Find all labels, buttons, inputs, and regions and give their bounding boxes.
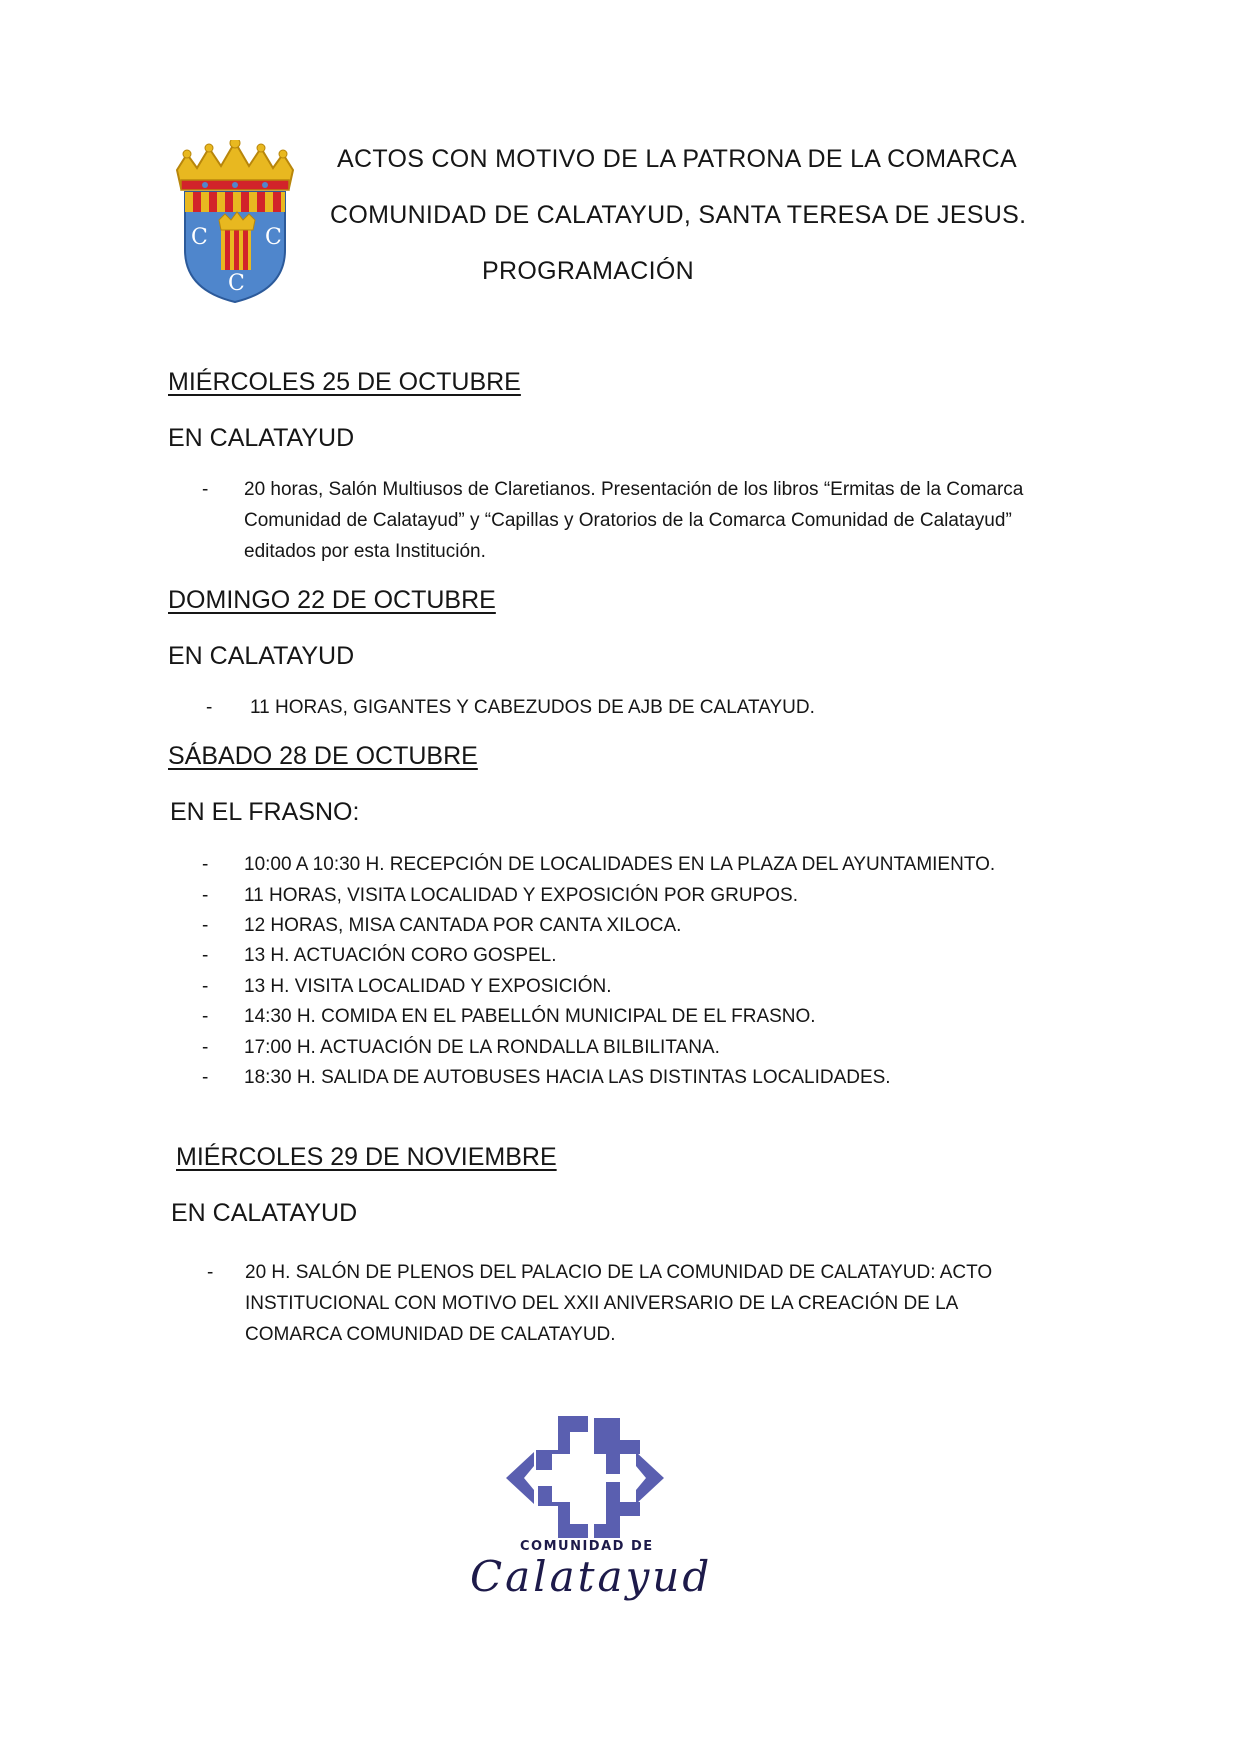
crest-letter-bottom: C [228,271,245,296]
crest-letter-right: C [265,225,282,250]
item-text: 11 HORAS, GIGANTES Y CABEZUDOS DE AJB DE CALATAYUD. [250,697,815,718]
title-line-2: COMUNIDAD DE CALATAYUD, SANTA TERESA DE JESUS. [330,201,1027,229]
section-place-3: EN EL FRASNO: [170,798,360,826]
section-place-1: EN CALATAYUD [168,424,355,452]
list-item [202,849,1104,880]
section-day-1: MIÉRCOLES 25 DE OCTUBRE [168,368,521,396]
list-item [202,880,1104,911]
item-text: 12 HORAS, MISA CANTADA POR CANTA XILOCA. [244,915,682,936]
dash-bullet: - [202,1037,209,1058]
list-item [202,910,1104,941]
dash-bullet: - [206,697,213,718]
dash-bullet: - [202,854,209,875]
dash-bullet: - [202,885,209,906]
list-item [202,474,1054,567]
crest-letter-left: C [191,225,208,250]
logo-small-text: COMUNIDAD DE [520,1539,654,1554]
section-place-2: EN CALATAYUD [168,642,355,670]
list-item [202,1032,1104,1063]
item-text: 14:30 H. COMIDA EN EL PABELLÓN MUNICIPAL DE EL FRASNO. [244,1006,816,1027]
section-place-4: EN CALATAYUD [171,1199,358,1227]
list-item [202,971,1104,1002]
item-text: 11 HORAS, VISITA LOCALIDAD Y EXPOSICIÓN POR GRUPOS. [244,885,798,906]
item-text: 13 H. ACTUACIÓN CORO GOSPEL. [244,945,557,966]
title-line-3: PROGRAMACIÓN [482,257,694,285]
logo-script-text: Calatayud [470,1552,713,1601]
section-day-4: MIÉRCOLES 29 DE NOVIEMBRE [176,1143,557,1171]
dash-bullet: - [207,1262,214,1283]
list-item [202,1062,1104,1093]
section-day-2: DOMINGO 22 DE OCTUBRE [168,586,496,614]
dash-bullet: - [202,915,209,936]
section-day-3: SÁBADO 28 DE OCTUBRE [168,742,478,770]
title-line-1: ACTOS CON MOTIVO DE LA PATRONA DE LA COMARCA [337,145,1017,173]
dash-bullet: - [202,1067,209,1088]
item-text: 17:00 H. ACTUACIÓN DE LA RONDALLA BILBILITANA. [244,1037,720,1058]
dash-bullet: - [202,479,209,500]
list-item [207,1257,1035,1350]
list-item [202,940,1104,971]
star-logo-icon [470,1410,700,1540]
crown-icon [177,140,293,190]
coat-of-arms [165,140,305,305]
list-item [202,1001,1104,1032]
item-text: 10:00 A 10:30 H. RECEPCIÓN DE LOCALIDADES EN LA PLAZA DEL AYUNTAMIENTO. [244,854,996,875]
dash-bullet: - [202,945,209,966]
dash-bullet: - [202,1006,209,1027]
list-item [206,692,1050,723]
coat-of-arms-graphic [165,140,305,305]
item-text: 18:30 H. SALIDA DE AUTOBUSES HACIA LAS DISTINTAS LOCALIDADES. [244,1067,891,1088]
item-text: 20 horas, Salón Multiusos de Claretianos. Presentación de los libros “Ermitas de la Comarca Comunidad de Calatayud” y “Capillas y Oratorios de la Comarca Comunidad de Calatayud” editados por esta Institución. [244,479,1024,562]
dash-bullet: - [202,976,209,997]
item-text: 20 H. SALÓN DE PLENOS DEL PALACIO DE LA COMUNIDAD DE CALATAYUD: ACTO INSTITUCIONAL CON MOTIVO DEL XXII ANIVERSARIO DE LA CREACIÓN DE LA COMARCA COMUNIDAD DE CALATAYUD. [245,1262,993,1345]
item-text: 13 H. VISITA LOCALIDAD Y EXPOSICIÓN. [244,976,612,997]
